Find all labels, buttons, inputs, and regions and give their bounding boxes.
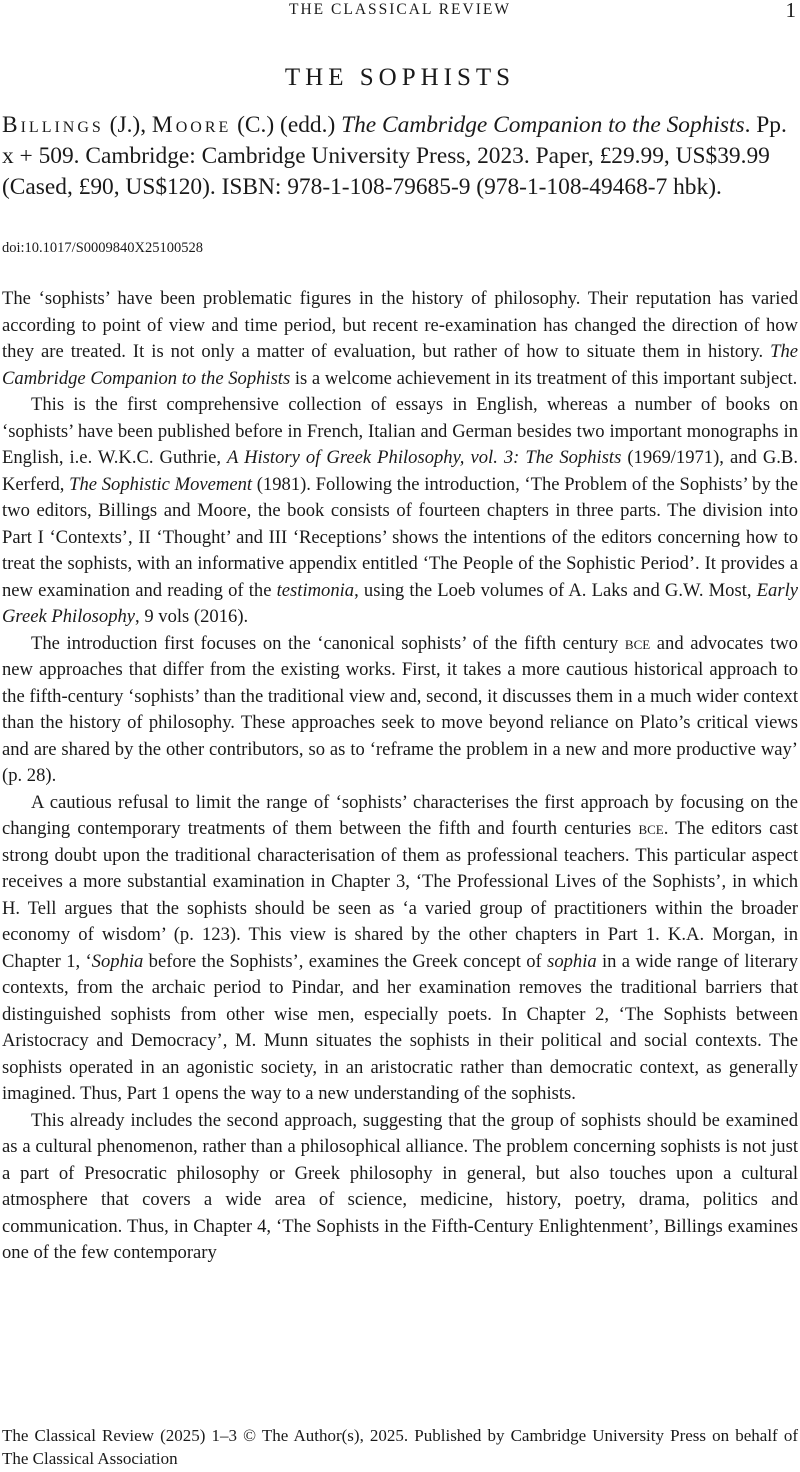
bibliographic-entry — [2, 110, 798, 203]
section-title: THE SOPHISTS — [284, 64, 516, 91]
journal-name: THE CLASSICAL REVIEW — [289, 1, 511, 18]
text-run: This already includes the second approach, suggesting that the group of sophists should be examined as a cultural phenomenon, rather than a philosophical alliance. The problem concerning sophists is not just a part of Presocratic philosophy or Greek philosophy in general, but also touches upon a cultural atmosphere that covers a wide area of science, medicine, history, poetry, drama, politics and communication. Thus, in Chapter 4, ‘The Sophists in the Fifth-Century Enlightenment’, Billings examines one of the few contemporary — [2, 1109, 798, 1263]
editor-1-surname: Billings — [2, 112, 104, 138]
era-abbreviation: bce — [624, 632, 651, 654]
editor-2-initial: (C.) — [237, 112, 275, 138]
text-run: , using the Loeb volumes of A. Laks and G.W. Most, — [354, 579, 757, 601]
text-run: (1981). Following the introduction, ‘The Problem of the Sophists’ by the two editors, Billings and Moore, the book consists of fourteen chapters in three parts. The division into Part I ‘Contexts’, II ‘Thought’ and III ‘Receptions’ shows the intentions of the editors concerning how to treat the sophists, with an informative appendix entitled ‘The People of the Sophistic Period’. It provides a new examination and reading of the — [2, 473, 799, 601]
paragraph-1 — [2, 286, 798, 392]
publication-details: . Pp. x + 509. Cambridge: Cambridge University Press, 2023. Paper, £29.99, US$39.99 (Cased, £90, US$120). ISBN: 978-1-108-79685-9 (978-1-108-49468-7 hbk). — [2, 112, 787, 200]
italic-run: Early Greek Philosophy — [2, 579, 798, 627]
review-body — [2, 286, 798, 1267]
text-run: before the Sophists’, examines the Greek concept of — [143, 950, 548, 972]
book-title: The Cambridge Companion to the Sophists — [341, 112, 745, 138]
text-run: in a wide range of literary contexts, from the archaic period to Pindar, and her examination removes the traditional barriers that distinguished sophists from other wise men, especially poets. In Chapter 2, ‘The Sophists between Aristocracy and Democracy’, M. Munn situates the sophists in their political and social contexts. The sophists operated in an agonistic society, in an aristocratic rather than democratic context, as generally imagined. Thus, Part 1 opens the way to a new understanding of the sophists. — [2, 950, 798, 1104]
paragraph-3 — [2, 631, 798, 790]
editor-2-surname: Moore — [151, 112, 232, 138]
text-run: The introduction first focuses on the ‘canonical sophists’ of the fifth century — [31, 632, 625, 654]
paragraph-4 — [2, 790, 798, 1108]
edd-label: (edd.) — [280, 112, 336, 138]
copyright-footer: The Classical Review (2025) 1–3 © The Author(s), 2025. Published by Cambridge University Press on behalf of The Classical Association — [2, 1426, 798, 1468]
text-run: is a welcome achievement in its treatment of this important subject. — [290, 367, 798, 389]
page-number: 1 — [785, 0, 796, 22]
italic-run: The Cambridge Companion to the Sophists — [2, 341, 798, 389]
text-run: The ‘sophists’ have been problematic figures in the history of philosophy. Their reputation has varied according to point of view and time period, but recent re-examination has changed the direction of how they are treated. It is not only a matter of evaluation, but rather of how to situate them in history. — [2, 288, 798, 362]
italic-run: A History of Greek Philosophy, vol. 3: The Sophists — [227, 447, 622, 468]
italic-run: The Sophistic Movement — [69, 473, 253, 495]
text-run: This is the first comprehensive collection of essays in English, whereas a number of books on ‘sophists’ have been published before in French, Italian and German besides two important monographs in English, i.e. W.K.C. Guthrie, — [2, 394, 798, 468]
text-run: , 9 vols (2016). — [135, 606, 249, 627]
italic-run: sophia — [547, 950, 597, 972]
era-abbreviation: bce — [638, 818, 664, 839]
italic-run: testimonia — [276, 579, 355, 601]
text-run: . The editors cast strong doubt upon the traditional characterisation of them as professional teachers. This particular aspect receives a more substantial examination in Chapter 3, ‘The Professional Lives of the Sophists’, in which H. Tell argues that the sophists should be seen as ‘a varied group of practitioners within the broader economy of wisdom’ (p. 123). This view is shared by the other chapters in Part 1. K.A. Morgan, in Chapter 1, ‘ — [2, 818, 798, 972]
running-head — [0, 0, 800, 26]
doi: doi:10.1017/S0009840X25100528 — [2, 240, 203, 256]
italic-run: Sophia — [91, 950, 144, 972]
editor-1-initial: (J.), — [109, 112, 147, 138]
paragraph-2 — [2, 392, 798, 631]
text-run: (1969/1971), and G.B. Kerferd, — [2, 447, 798, 495]
text-run: A cautious refusal to limit the range of ‘sophists’ characterises the first approach by focusing on the changing contemporary treatments of them between the fifth and fourth centuries — [2, 791, 798, 839]
paragraph-5 — [2, 1108, 798, 1267]
text-run: and advocates two new approaches that differ from the existing works. First, it takes a more cautious historical approach to the fifth-century ‘sophists’ than the traditional view and, second, it discusses them in a much wider context than the history of philosophy. These approaches seek to move beyond reliance on Plato’s critical views and are shared by the other contributors, so as to ‘reframe the problem in a new and more productive way’ (p. 28). — [2, 632, 798, 786]
